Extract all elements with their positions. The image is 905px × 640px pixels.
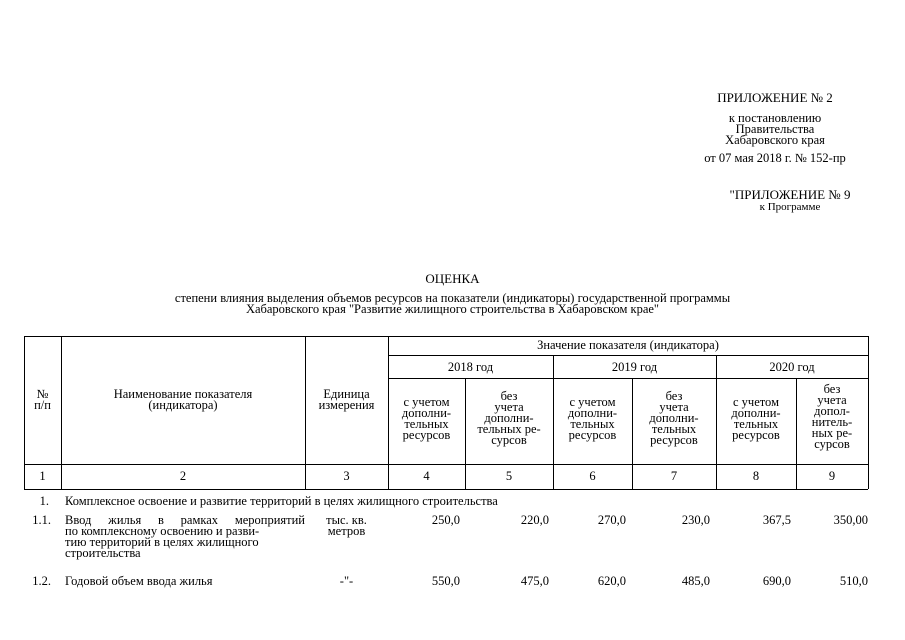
- appendix-line: Хабаровского края: [725, 133, 825, 147]
- year-2018: 2018 год: [447, 360, 494, 374]
- row-num: 1.2.: [32, 574, 51, 588]
- heading-title: ОЦЕНКА: [425, 271, 480, 286]
- row-value: 270,0: [597, 513, 626, 527]
- heading-line: степени влияния выделения объемов ресурсов на показатели (индикаторы) государственной программы: [174, 291, 731, 305]
- row-unit: -"-: [339, 574, 354, 588]
- col-number: 1: [39, 469, 46, 483]
- heading-line: Хабаровского края "Развитие жилищного строительства в Хабаровском крае": [245, 302, 660, 316]
- heading-block: [0, 272, 905, 315]
- year-2020: 2020 год: [769, 360, 815, 374]
- appendix-block: [680, 91, 870, 164]
- appendix9-sub: к Программе: [759, 201, 821, 213]
- row-value: 220,0: [520, 513, 549, 527]
- appendix-line: к постановлению: [728, 111, 822, 125]
- row-value: 475,0: [520, 574, 549, 588]
- row-num: 1.1.: [32, 513, 51, 527]
- row-value: 485,0: [681, 574, 710, 588]
- subheader-with-2020: с учетом дополни- тельных ресурсов: [731, 395, 781, 442]
- col-number: 9: [828, 469, 836, 483]
- section-title: Комплексное освоение и развитие территорий в целях жилищного строительства: [65, 494, 498, 508]
- appendix9-title: "ПРИЛОЖЕНИЕ № 9: [729, 187, 851, 202]
- row-value: 620,0: [597, 574, 626, 588]
- row-unit: тыс. кв. метров: [326, 513, 367, 538]
- col-number: 5: [505, 469, 513, 483]
- col-number: 2: [179, 469, 187, 483]
- row-name: Годовой объем ввода жилья: [65, 574, 213, 588]
- col-number: 6: [589, 469, 596, 483]
- subheader-without-2020: без учета допол- нитель- ных ре- сурсов: [811, 382, 853, 451]
- col-number: 8: [752, 469, 760, 483]
- col-number: 3: [343, 469, 350, 483]
- row-value: 230,0: [681, 513, 710, 527]
- header-unit: Единица измерения: [318, 387, 375, 412]
- row-value: 350,00: [833, 513, 868, 527]
- header-value: Значение показателя (индикатора): [537, 338, 719, 352]
- row-value: 250,0: [431, 513, 460, 527]
- subheader-without-2018: без учета дополни- тельных ре- сурсов: [477, 389, 541, 447]
- row-value: 690,0: [762, 574, 791, 588]
- subheader-with-2019: с учетом дополни- тельных ресурсов: [567, 395, 618, 442]
- appendix-date: от 07 мая 2018 г. № 152-пр: [704, 151, 846, 165]
- row-value: 510,0: [839, 574, 868, 588]
- appendix-line: Правительства: [735, 122, 815, 136]
- row-value: 367,5: [762, 513, 791, 527]
- year-2019: 2019 год: [611, 360, 658, 374]
- row-name: Ввод жилья в рамках мероприятий по комплексному освоению и разви- тию территорий в целях жилищного строительства: [65, 513, 305, 560]
- section-num: 1.: [39, 494, 49, 508]
- row-value: 550,0: [431, 574, 460, 588]
- col-number: 7: [670, 469, 678, 483]
- header-num: № п/п: [34, 387, 51, 412]
- header-name: Наименование показателя (индикатора): [113, 387, 253, 412]
- subheader-with-2018: с учетом дополни- тельных ресурсов: [401, 395, 452, 442]
- appendix9-block: [690, 188, 890, 213]
- subheader-without-2019: без учета дополни- тельных ресурсов: [649, 389, 699, 447]
- appendix-title: ПРИЛОЖЕНИЕ № 2: [717, 90, 833, 105]
- col-number: 4: [423, 469, 430, 483]
